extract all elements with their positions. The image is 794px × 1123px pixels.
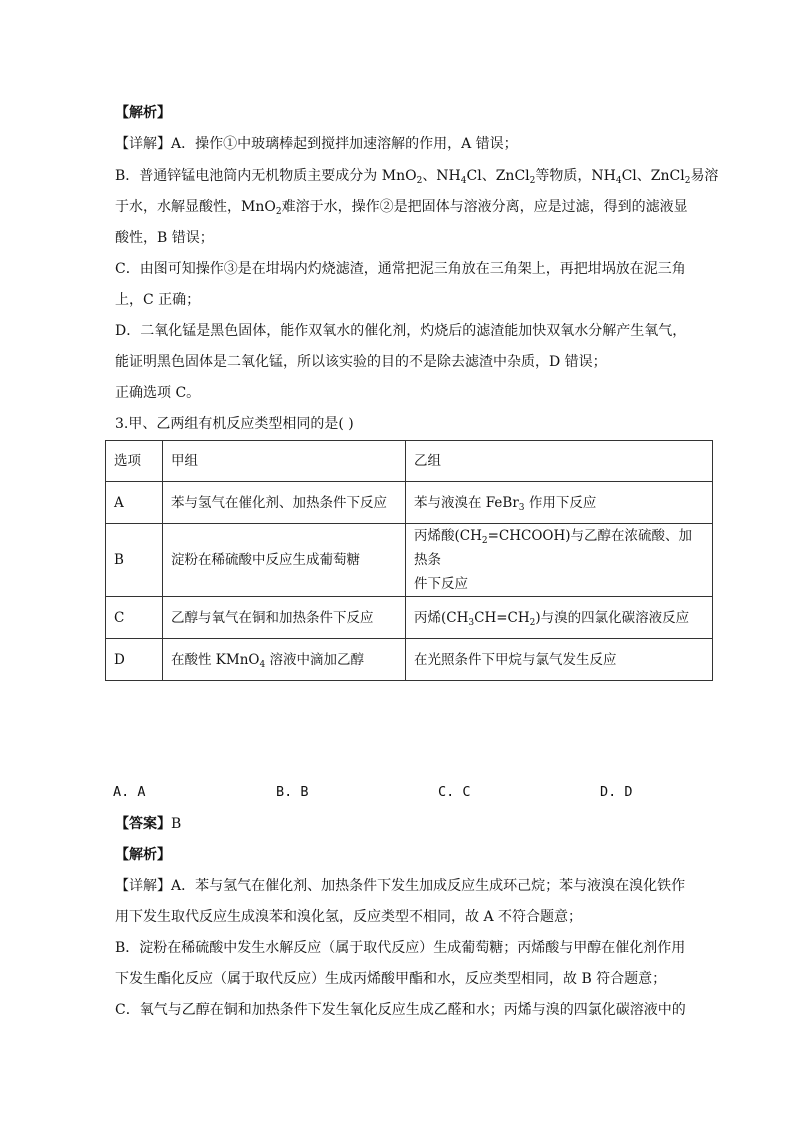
answer-value: B [171, 816, 182, 832]
header-option: 选项 [106, 441, 163, 482]
detail-b-line2: 于水，水解显酸性，MnO$_2$难溶于水，操作②是把固体与溶液分离，应是过滤，得到的滤液显 [115, 199, 688, 217]
answer-line [115, 814, 181, 834]
analysis-tag-1: 【解析】 [115, 105, 171, 121]
table-row-d [106, 639, 713, 681]
row-d-yi: 在光照条件下甲烷与氯气发生反应 [406, 639, 713, 681]
row-b-yi: 丙烯酸$(CH_2=CHCOOH)$与乙醇在浓硫酸、加热条 件下反应 [406, 524, 713, 597]
answer-label: 【答案】 [115, 816, 171, 832]
answer-detail-a-line1: 【详解】A．苯与氢气在催化剂、加热条件下发生加成反应生成环己烷；苯与液溴在溴化铁作 [115, 878, 686, 894]
row-c-key: C [106, 597, 163, 639]
question-3-table [105, 440, 713, 681]
table-row-a [106, 482, 713, 524]
answer-detail-c-line1: C．氧气与乙醇在铜和加热条件下发生氧化反应生成乙醛和水；丙烯与溴的四氯化碳溶液中的 [115, 1002, 686, 1018]
option-d: D. D [600, 784, 633, 800]
table-row-b [106, 524, 713, 597]
answer-detail-b-line2: 下发生酯化反应（属于取代反应）生成丙烯酸甲酯和水，反应类型相同，故 B 符合题意； [115, 971, 667, 987]
answer-detail-b-line1: B．淀粉在稀硫酸中发生水解反应（属于取代反应）生成葡萄糖；丙烯酸与甲醇在催化剂作用 [115, 940, 686, 956]
correct-option-line: 正确选项 C。 [115, 385, 201, 401]
row-d-jia: 在酸性 KMnO$_4$ 溶液中滴加乙醇 [163, 639, 406, 681]
row-c-yi: 丙烯$(CH_3CH=CH_2)$与溴的四氯化碳溶液反应 [406, 597, 713, 639]
option-c: C. C [438, 784, 471, 800]
row-d-key: D [106, 639, 163, 681]
table-row-c [106, 597, 713, 639]
question-3-stem: 3.甲、乙两组有机反应类型相同的是( ) [115, 416, 354, 432]
detail-b-line3: 酸性，B 错误； [115, 230, 214, 246]
analysis-tag-2: 【解析】 [115, 847, 171, 863]
detail-a: 【详解】A．操作①中玻璃棒起到搅拌加速溶解的作用，A 错误； [115, 136, 518, 152]
detail-c-line1: C．由图可知操作③是在坩埚内灼烧滤渣，通常把泥三角放在三角架上，再把坩埚放在泥三角 [115, 261, 686, 277]
row-b-key: B [106, 524, 163, 597]
header-yi: 乙组 [406, 441, 713, 482]
detail-c-line2: 上，C 正确； [115, 292, 201, 308]
header-jia: 甲组 [163, 441, 406, 482]
row-b-jia: 淀粉在稀硫酸中反应生成葡萄糖 [163, 524, 406, 597]
row-a-key: A [106, 482, 163, 524]
row-a-jia: 苯与氢气在催化剂、加热条件下反应 [163, 482, 406, 524]
row-c-jia: 乙醇与氧气在铜和加热条件下反应 [163, 597, 406, 639]
detail-b-line1: B．普通锌锰电池筒内无机物质主要成分为 MnO$_2$、$NH_4Cl$、ZnCl$_2$等物质，$NH_4Cl$、ZnCl$_2$易溶 [115, 168, 719, 186]
row-a-yi: 苯与液溴在 FeBr$_3$ 作用下反应 [406, 482, 713, 524]
detail-d-line1: D．二氧化锰是黑色固体，能作双氧水的催化剂，灼烧后的滤渣能加快双氧水分解产生氧气， [115, 323, 687, 339]
option-b: B. B [276, 784, 309, 800]
detail-d-line2: 能证明黑色固体是二氧化锰，所以该实验的目的不是除去滤渣中杂质，D 错误； [115, 354, 607, 370]
option-a: A. A [113, 784, 146, 800]
answer-detail-a-line2: 用下发生取代反应生成溴苯和溴化氢，反应类型不相同，故 A 不符合题意； [115, 909, 583, 925]
table-header-row [106, 441, 713, 482]
